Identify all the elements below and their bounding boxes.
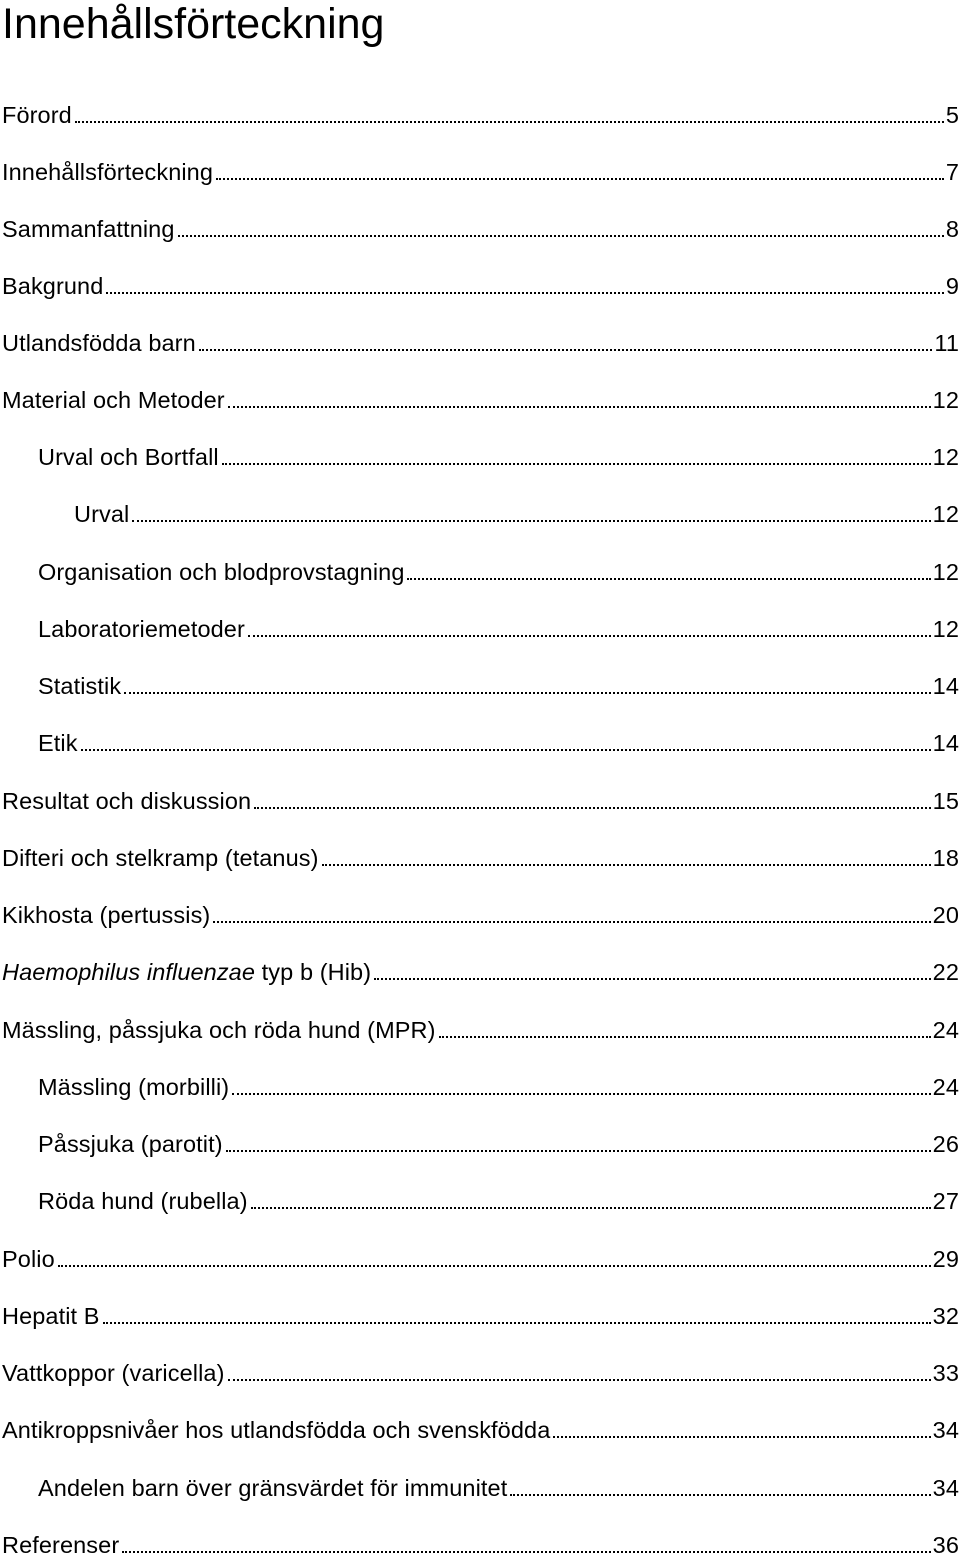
dot-leader [374,978,931,980]
toc-page-number: 14 [932,673,959,699]
toc-entry-title: Urval och Bortfall [38,444,219,470]
toc-page-number: 20 [932,902,959,928]
toc-entry-title [2,957,371,987]
toc-entry-material-och-metoder[interactable] [0,381,960,415]
toc-entry-forord[interactable] [0,96,960,130]
toc-entry-title: Resultat och diskussion [2,788,252,814]
dot-leader [510,1494,930,1496]
toc-page-number: 18 [932,845,959,871]
dot-leader [407,578,930,580]
toc-entry-polio[interactable] [0,1240,960,1274]
toc-entry-title-rest: typ b (Hib) [255,959,372,985]
toc-page-number: 5 [945,102,959,128]
toc-entry-massling[interactable] [0,1068,960,1102]
dot-leader [103,1322,931,1324]
toc-entry-hepatit-b[interactable] [0,1297,960,1331]
toc-entry-kikhosta[interactable] [0,896,960,930]
toc-page-number: 12 [932,501,959,527]
toc-entry-laboratoriemetoder[interactable] [0,610,960,644]
toc-entry-title: Röda hund (rubella) [38,1188,248,1214]
toc-entry-title: Polio [2,1246,55,1272]
dot-leader [232,1093,930,1095]
dot-leader [122,1551,930,1553]
dot-leader [439,1036,931,1038]
toc-page-number: 12 [932,444,959,470]
toc-entry-difteri-och-stelkramp[interactable] [0,839,960,873]
toc-entry-etik[interactable] [0,724,960,758]
toc-page-number: 7 [945,159,959,185]
toc-entry-statistik[interactable] [0,667,960,701]
toc-page-number: 15 [932,788,959,814]
toc-entry-title: Utlandsfödda barn [2,330,196,356]
toc-entry-title: Innehållsförteckning [2,159,214,185]
dot-leader [178,235,944,237]
dot-leader [75,121,944,123]
toc-entry-roda-hund[interactable] [0,1182,960,1216]
dot-leader [254,807,930,809]
toc-entry-utlandsfodda-barn[interactable] [0,324,960,358]
dot-leader [213,921,930,923]
toc-page-number: 24 [932,1017,959,1043]
toc-page-number: 11 [934,330,959,356]
page-title: Innehållsförteckning [2,0,385,48]
toc-entry-referenser[interactable] [0,1526,960,1560]
dot-leader [251,1207,931,1209]
toc-page-number: 36 [932,1532,959,1558]
toc-page-number: 12 [932,387,959,413]
toc-page-number: 24 [932,1074,959,1100]
toc-entry-andelen-barn[interactable] [0,1469,960,1503]
toc-entry-title: Referenser [2,1532,120,1558]
dot-leader [106,292,943,294]
toc-entry-title: Mässling, påssjuka och röda hund (MPR) [2,1017,436,1043]
toc-entry-title: Antikroppsnivåer hos utlandsfödda och svenskfödda [2,1417,551,1443]
toc-entry-innehallsforteckning[interactable] [0,153,960,187]
toc-entry-title: Vattkoppor (varicella) [2,1360,225,1386]
toc-entry-title: Sammanfattning [2,216,175,242]
toc-page-number: 33 [932,1360,959,1386]
toc-entry-title-italic: Haemophilus influenzae [2,959,256,985]
toc-entry-title: Mässling (morbilli) [38,1074,230,1100]
toc-page-number: 27 [932,1188,959,1214]
toc-entry-title: Förord [2,102,72,128]
dot-leader [228,406,931,408]
toc-entry-title: Kikhosta (pertussis) [2,902,211,928]
dot-leader [132,520,930,522]
toc-entry-title: Material och Metoder [2,387,225,413]
toc-entry-title: Etik [38,730,78,756]
dot-leader [226,1150,931,1152]
toc-entry-title: Statistik [38,673,122,699]
toc-page-number: 32 [932,1303,959,1329]
dot-leader [248,635,931,637]
toc-page-number: 14 [932,730,959,756]
toc-entry-vattkoppor[interactable] [0,1354,960,1388]
dot-leader [199,349,933,351]
dot-leader [322,864,931,866]
dot-leader [81,749,931,751]
toc-entry-urval[interactable] [0,495,960,529]
toc-page-number: 34 [932,1417,959,1443]
toc-entry-resultat-och-diskussion[interactable] [0,782,960,816]
toc-entry-title: Andelen barn över gränsvärdet för immunitet [38,1475,508,1501]
toc-page-number: 22 [932,959,959,985]
toc-page-number: 29 [932,1246,959,1272]
toc-entry-massling-passjuka-roda-hund[interactable] [0,1011,960,1045]
dot-leader [58,1265,931,1267]
toc-page-number: 34 [932,1475,959,1501]
toc-entry-title: Urval [74,501,130,527]
toc-page-number: 9 [945,273,959,299]
toc-entry-organisation-och-blodprovstagning[interactable] [0,553,960,587]
toc-entry-title: Påssjuka (parotit) [38,1131,223,1157]
toc-entry-passjuka[interactable] [0,1125,960,1159]
toc-entry-urval-och-bortfall[interactable] [0,438,960,472]
toc-entry-title: Laboratoriemetoder [38,616,245,642]
toc-entry-sammanfattning[interactable] [0,210,960,244]
toc-page-number: 8 [945,216,959,242]
toc-entry-title: Difteri och stelkramp (tetanus) [2,845,319,871]
toc-page-number: 12 [932,559,959,585]
toc-entry-title: Hepatit B [2,1303,100,1329]
toc-entry-title: Organisation och blodprovstagning [38,559,405,585]
toc-page-number: 26 [932,1131,959,1157]
dot-leader [228,1379,931,1381]
dot-leader [222,463,931,465]
dot-leader [216,178,944,180]
toc-entry-bakgrund[interactable] [0,267,960,301]
dot-leader [124,692,930,694]
toc-entry-antikroppsnivaer[interactable] [0,1411,960,1445]
dot-leader [553,1436,930,1438]
toc-entry-title: Bakgrund [2,273,104,299]
toc-entry-haemophilus-influenzae[interactable] [0,953,960,987]
toc-page-number: 12 [932,616,959,642]
